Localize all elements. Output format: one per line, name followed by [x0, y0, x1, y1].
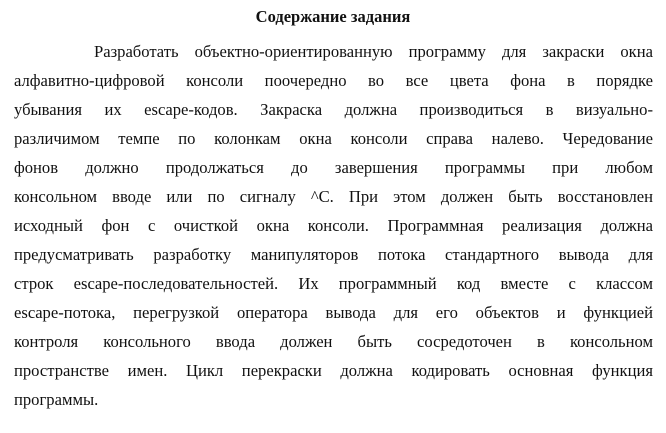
- paragraph-line: фонов должно продолжаться до завершения программы при любом: [14, 158, 653, 177]
- section-title: Содержание задания: [255, 7, 411, 26]
- paragraph-line: консольном вводе или по сигналу ^C. При этом должен быть восстановлен: [14, 187, 653, 206]
- paragraph-line: программы.: [14, 390, 99, 409]
- paragraph-line: убывания их escape-кодов. Закраска должна производиться в визуально-: [14, 100, 653, 119]
- paragraph-line: строк escape-последовательностей. Их программный код вместе с классом: [14, 274, 653, 293]
- paragraph-line: контроля консольного ввода должен быть сосредоточен в консольном: [14, 332, 653, 351]
- paragraph-line: предусматривать разработку манипуляторов потока стандартного вывода для: [14, 245, 653, 264]
- paragraph-line: алфавитно-цифровой консоли поочередно во все цвета фона в порядке: [14, 71, 653, 90]
- paragraph-line: исходный фон с очисткой окна консоли. Программная реализация должна: [14, 216, 653, 235]
- paragraph-line: Разработать объектно-ориентированную программу для закраски окна: [94, 42, 653, 61]
- paragraph-line: escape-потока, перегрузкой оператора вывода для его объектов и функцией: [14, 303, 653, 322]
- paragraph-line: различимом темпе по колонкам окна консоли справа налево. Чередование: [14, 129, 653, 148]
- paragraph-line: пространстве имен. Цикл перекраски должна кодировать основная функция: [14, 361, 653, 380]
